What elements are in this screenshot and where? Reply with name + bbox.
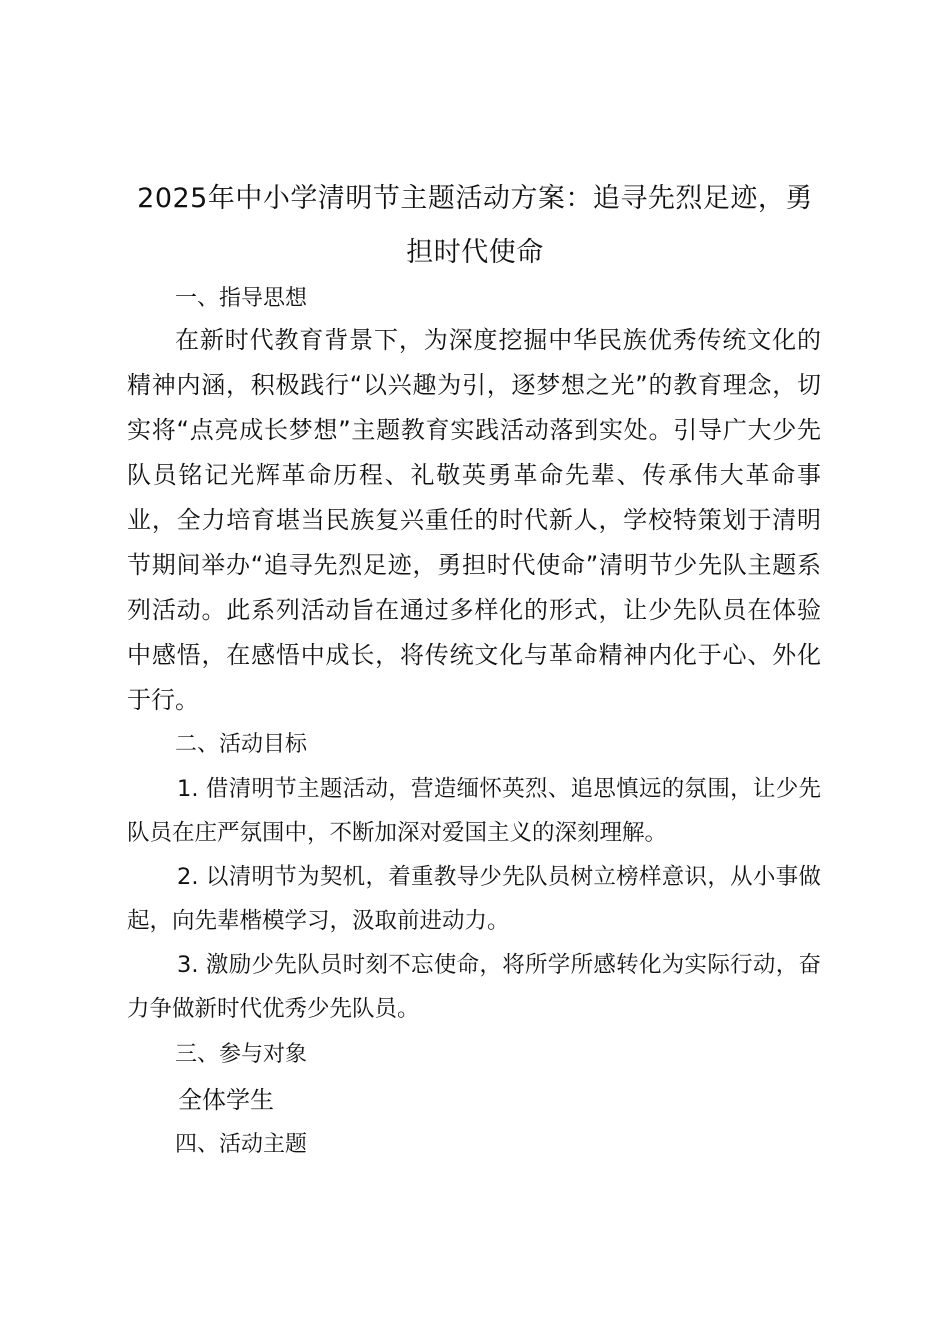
section-heading-activity-goals: 二、活动目标 [175, 732, 308, 757]
goal-item-3: 3. 激励少先队员时刻不忘使命，将所学所感转化为实际行动，奋力争做新时代优秀少先队员。 [127, 952, 821, 1022]
section-heading-guiding-ideology: 一、指导思想 [175, 286, 308, 311]
document-title: 2025年中小学清明节主题活动方案：追寻先烈足迹，勇担时代使命 [137, 183, 813, 268]
section-heading-activity-theme: 四、活动主题 [175, 1132, 308, 1157]
goal-item-1: 1. 借清明节主题活动，营造缅怀英烈、追思慎远的氛围，让少先队员在庄严氛围中，不断加深对爱国主义的深刻理解。 [127, 776, 821, 846]
goal-item-2: 2. 以清明节为契机，着重教导少先队员树立榜样意识，从小事做起，向先辈楷模学习，汲取前进动力。 [127, 864, 821, 934]
participants-text: 全体学生 [178, 1086, 274, 1114]
section-heading-participants: 三、参与对象 [175, 1042, 308, 1067]
guiding-ideology-paragraph: 在新时代教育背景下，为深度挖掘中华民族优秀传统文化的精神内涵，积极践行“以兴趣为引，逐梦想之光”的教育理念，切实将“点亮成长梦想”主题教育实践活动落到实处。引导广大少先队员铭记光辉革命历程、礼敬英勇革命先辈、传承伟大革命事业，全力培育堪当民族复兴重任的时代新人，学校特策划于清明节期间举办“追寻先烈足迹，勇担时代使命”清明节少先队主题系列活动。此系列活动旨在通过多样化的形式，让少先队员在体验中感悟，在感悟中成长，将传统文化与革命精神内化于心、外化于行。 [127, 326, 821, 714]
